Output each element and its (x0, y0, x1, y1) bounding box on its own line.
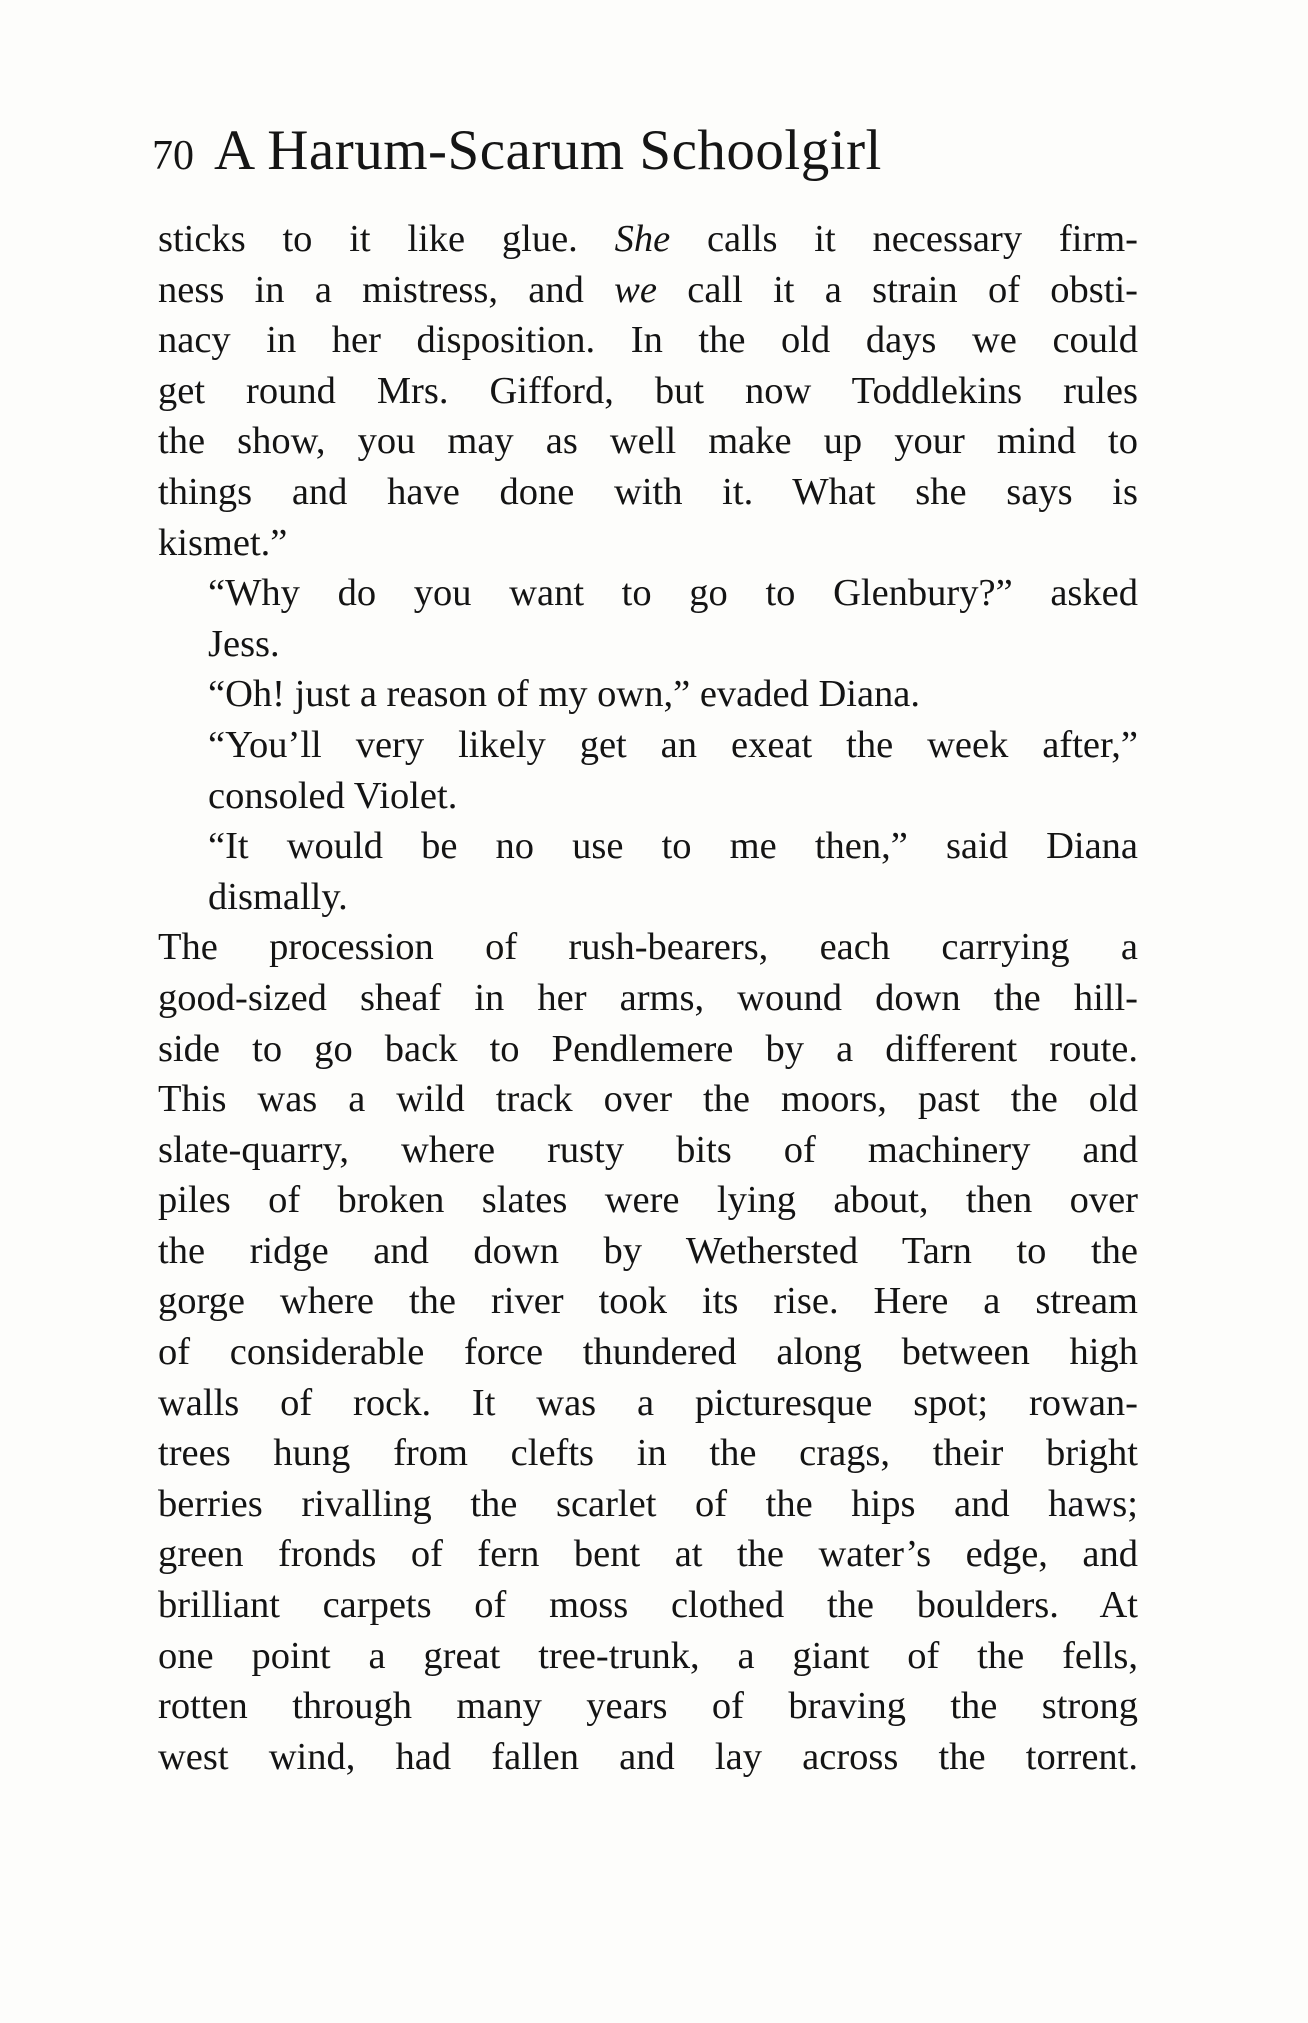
page-number: 70 (152, 133, 194, 179)
text-line: “It would be no use to me then,” said Diana (208, 825, 1138, 868)
text-line: The procession of rush-bearers, each carrying a (158, 926, 1138, 969)
text-line: get round Mrs. Gifford, but now Toddlekins rules (158, 369, 1138, 412)
text-line: “Oh! just a reason of my own,” evaded Diana. (208, 673, 921, 716)
text-line: brilliant carpets of moss clothed the boulders. At (158, 1584, 1138, 1627)
text-line: “You’ll very likely get an exeat the week after,” (208, 723, 1138, 766)
text-line: gorge where the river took its rise. Here a stream (158, 1280, 1138, 1323)
paragraph-3 (158, 669, 1138, 720)
text-line: walls of rock. It was a picturesque spot; rowan- (158, 1381, 1138, 1424)
text-line: “Why do you want to go to Glenbury?” asked (208, 572, 1138, 615)
text-line: Jess. (208, 622, 280, 665)
text-line: of considerable force thundered along between high (158, 1331, 1138, 1374)
text-line: rotten through many years of braving the strong (158, 1685, 1138, 1728)
emphasis: She (614, 218, 707, 260)
paragraph-4 (158, 720, 1138, 821)
text-line: slate-quarry, where rusty bits of machinery and (158, 1128, 1138, 1171)
paragraph-1 (158, 214, 1138, 568)
text-line: west wind, had fallen and lay across the torrent. (158, 1735, 1138, 1778)
body-text (158, 214, 1138, 1782)
text-line: the ridge and down by Wethersted Tarn to the (158, 1229, 1138, 1272)
text-line: trees hung from clefts in the crags, their bright (158, 1432, 1138, 1475)
text-line: consoled Violet. (208, 774, 458, 817)
text-line: This was a wild track over the moors, past the old (158, 1078, 1138, 1121)
text-line: nacy in her disposition. In the old days we could (158, 319, 1138, 362)
running-head: A Harum-Scarum Schoolgirl (214, 119, 882, 182)
text-line: the show, you may as well make up your mind to (158, 420, 1138, 463)
page-header (152, 118, 882, 198)
text-line: things and have done with it. What she says is (158, 470, 1138, 513)
paragraph-2 (158, 568, 1138, 669)
text-line: sticks to it like glue. She calls it necessary firm- (158, 218, 1138, 260)
text-line: ness in a mistress, and we call it a strain of obsti- (158, 268, 1139, 311)
text-line: green fronds of fern bent at the water’s edge, and (158, 1533, 1138, 1576)
emphasis: we (583, 268, 688, 311)
paragraph-6 (158, 922, 1138, 1782)
text-line: piles of broken slates were lying about, then over (158, 1179, 1138, 1222)
paragraph-5 (158, 821, 1138, 922)
text-line: kismet.” (158, 521, 288, 564)
text-line: side to go back to Pendlemere by a different route. (158, 1027, 1138, 1070)
text-line: dismally. (208, 875, 348, 918)
text-line: one point a great tree-trunk, a giant of the fells, (158, 1634, 1138, 1677)
text-line: berries rivalling the scarlet of the hips and haws; (158, 1482, 1138, 1525)
text-line: good-sized sheaf in her arms, wound down the hill- (158, 976, 1138, 1019)
